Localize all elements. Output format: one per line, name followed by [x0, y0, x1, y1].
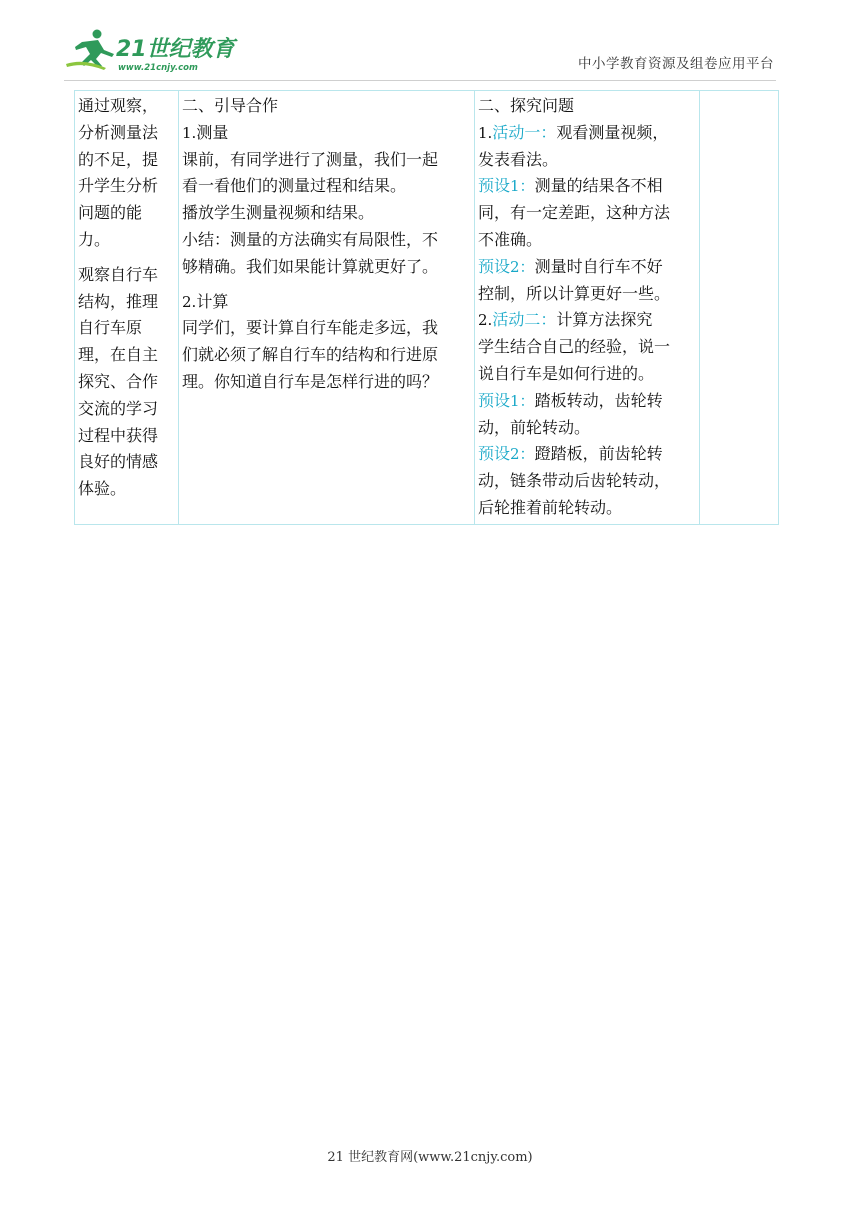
preset-1: [478, 173, 697, 200]
text-span: 蹬踏板，前齿轮转: [534, 444, 663, 464]
text-line: 同，有一定差距，这种方法: [478, 203, 671, 223]
text-line: 控制，所以计算更好一些。: [478, 283, 671, 303]
text-line: 够精确。我们如果能计算就更好了。: [182, 256, 439, 276]
text-line: 分析测量法: [78, 122, 159, 142]
text-line: 学生结合自己的经验，说一: [478, 337, 671, 357]
preset-4: [478, 441, 697, 468]
text-line: 探究、合作: [78, 371, 159, 391]
text-line: 自行车原: [78, 318, 143, 338]
text-line: 结构，推理: [78, 291, 159, 311]
text-line: 看一看他们的测量过程和结果。: [182, 176, 407, 196]
text-line: 动，链条带动后齿轮转动，: [478, 471, 671, 491]
objective-para-2: [78, 262, 176, 503]
text-line: 良好的情感: [78, 452, 159, 472]
subsection-calc: [182, 289, 472, 316]
text-line: 过程中获得: [78, 425, 159, 445]
section-heading: 二、探究问题: [478, 96, 575, 115]
text-line: 播放学生测量视频和结果。: [182, 203, 375, 223]
text-span: 计算方法探究: [556, 310, 653, 330]
activity-number: 2.: [478, 311, 493, 330]
text-line: 力。: [78, 229, 111, 249]
activity-label: 活动二：: [492, 310, 557, 330]
activity-label: 活动一：: [492, 122, 557, 142]
site-logo[interactable]: [64, 28, 239, 74]
activity-number: 1.: [478, 123, 493, 142]
logo-url: www.21cnjy.com: [118, 63, 198, 73]
preset-number: 2：: [510, 445, 535, 464]
activity-2: [478, 307, 697, 334]
page-header: [0, 0, 860, 82]
text-line: 的不足，提: [78, 149, 159, 169]
preset-number: 1：: [510, 391, 535, 410]
section-title: 计算: [196, 291, 229, 311]
preset-label: 预设: [478, 444, 511, 464]
page-footer: 21 世纪教育网(www.21cnjy.com): [327, 1150, 533, 1165]
text-line: 小结：测量的方法确实有局限性，不: [182, 229, 439, 249]
section-number: 1.: [182, 123, 197, 142]
logo-text: 21世纪教育: [116, 37, 235, 62]
teacher-activity-cell: [179, 91, 475, 525]
preset-2: [478, 254, 697, 281]
text-line: 们就必须了解自行车的结构和行进原: [182, 345, 439, 365]
preset-label: 预设: [478, 176, 511, 196]
preset-number: 2：: [510, 257, 535, 276]
section-heading: 二、引导合作: [182, 96, 279, 115]
header-divider: [64, 80, 776, 81]
objective-para-1: [78, 93, 176, 254]
text-line: 动，前轮转动。: [478, 417, 591, 437]
text-line: 升学生分析: [78, 176, 159, 196]
text-line: 通过观察，: [78, 96, 159, 115]
text-span: 测量时自行车不好: [534, 256, 663, 276]
preset-3: [478, 388, 697, 415]
text-span: 踏板转动，齿轮转: [534, 390, 663, 410]
runner-icon: [66, 30, 114, 71]
student-activity-cell: [475, 91, 700, 525]
text-line: 后轮推着前轮转动。: [478, 497, 623, 517]
text-line: 体验。: [78, 479, 127, 499]
text-line: 理，在自主: [78, 345, 159, 365]
lesson-table: [74, 90, 779, 525]
section-title: 测量: [196, 122, 229, 142]
text-line: 发表看法。: [478, 149, 559, 169]
text-line: 同学们，要计算自行车能走多远，我: [182, 318, 439, 338]
notes-cell: [700, 91, 779, 525]
text-line: 课前，有同学进行了测量，我们一起: [182, 149, 439, 169]
text-line: 理。你知道自行车是怎样行进的吗？: [182, 371, 439, 391]
text-line: 问题的能: [78, 203, 143, 223]
preset-number: 1：: [510, 177, 535, 196]
table-row: [75, 91, 779, 525]
text-span: 观看测量视频，: [556, 122, 669, 142]
activity-1: [478, 120, 697, 147]
text-line: 交流的学习: [78, 398, 159, 418]
text-line: 观察自行车: [78, 264, 159, 284]
section-number: 2.: [182, 292, 197, 311]
platform-name: 中小学教育资源及组卷应用平台: [578, 56, 774, 72]
objective-cell: [75, 91, 179, 525]
subsection-measure: [182, 120, 472, 147]
preset-label: 预设: [478, 256, 511, 276]
text-line: 不准确。: [478, 229, 543, 249]
text-span: 测量的结果各不相: [534, 176, 663, 196]
preset-label: 预设: [478, 390, 511, 410]
text-line: 说自行车是如何行进的。: [478, 363, 655, 383]
